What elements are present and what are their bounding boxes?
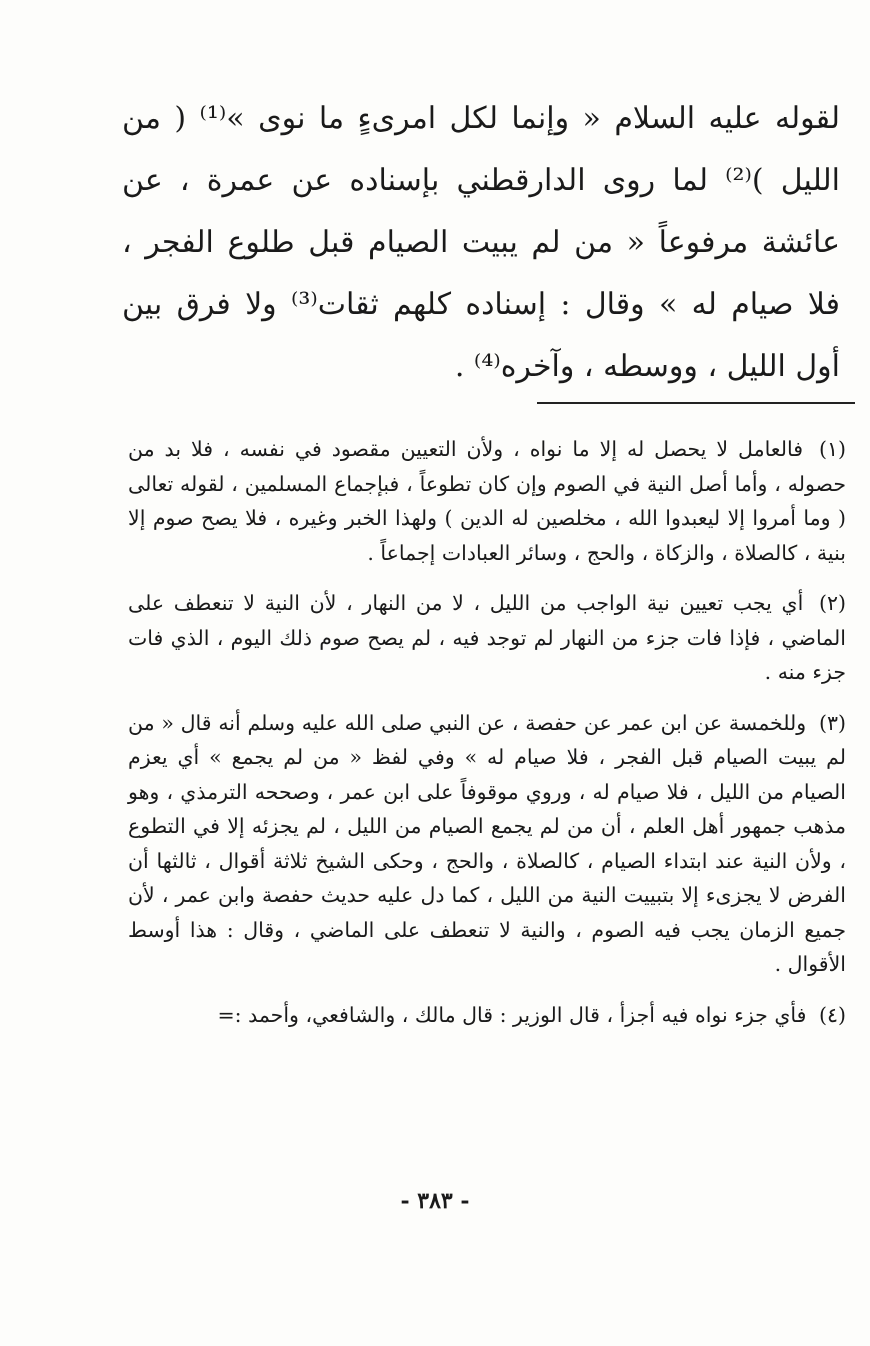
footnote-3 [128,706,846,982]
footnote-2 [128,586,846,690]
footnote-divider [537,402,855,404]
page-number: - ٣٨٣ - [400,1188,470,1214]
footnote-text: وللخمسة عن ابن عمر عن حفصة ، عن النبي صلى الله عليه وسلم أنه قال « من لم يبيت الصيام قبل الفجر ، فلا صيام له » وفي لفظ « من لم يجمع » أي يعزم الصيام من الليل ، فلا صيام له ، وروي موقوفاً على ابن عمر ، وصححه الترمذي ، وهو مذهب جمهور أهل العلم ، أن من لم يجمع الصيام من الليل ، لم يجزئه إلا في التطوع ، ولأن النية عند ابتداء الصيام ، كالصلاة ، والحج ، وحكى الشيخ ثلاثة أقوال ، ثالثها أن الفرض لا يجزىء إلا بتبييت النية من الليل ، كما دل عليه حديث حفصة وابن عمر ، لأن جميع الزمان يجب فيه الصوم ، والنية لا تنعطف على الماضي ، وقال : هذا أوسط الأقوال . [128,710,846,976]
footnote-text: فالعامل لا يحصل له إلا ما نواه ، ولأن التعيين مقصود في نفسه ، فلا بد من حصوله ، وأما أصل النية في الصوم وإن كان تطوعاً ، فبإجماع المسلمين ، لقوله تعالى ( وما أمروا إلا ليعبدوا الله ، مخلصين له الدين ) ولهذا الخبر وغيره ، فلا يصح صوم إلا بنية ، كالصلاة ، والزكاة ، والحج ، وسائر العبادات إجماعاً . [128,437,846,565]
footnotes [128,432,846,1048]
footnote-1 [128,432,846,570]
main-text-block [122,88,840,398]
footnote-number: (٤) [818,1002,846,1027]
footnote-4 [128,998,846,1033]
footnote-text: فأي جزء نواه فيه أجزأ ، قال الوزير : قال مالك ، والشافعي، وأحمد := [217,1002,807,1027]
footnote-text: أي يجب تعيين نية الواجب من الليل ، لا من النهار ، لأن النية لا تنعطف على الماضي ، فإذا فات جزء من النهار لم توجد فيه ، لم يصح صوم ذلك اليوم ، الذي فات جزء منه . [128,591,846,684]
footnote-number: (٢) [818,591,846,615]
footnote-number: (٣) [818,710,846,735]
footnote-number: (١) [818,437,846,461]
main-paragraph: لقوله عليه السلام « وإنما لكل امرىءٍ ما نوى »⁽¹⁾ ( من الليل )⁽²⁾ لما روى الدارقطني بإسناده عن عمرة ، عن عائشة مرفوعاً « من لم يبيت الصيام قبل طلوع الفجر ، فلا صيام له » وقال : إسناده كلهم ثقات⁽³⁾ ولا فرق بين أول الليل ، ووسطه ، وآخره⁽⁴⁾ . [122,101,841,384]
